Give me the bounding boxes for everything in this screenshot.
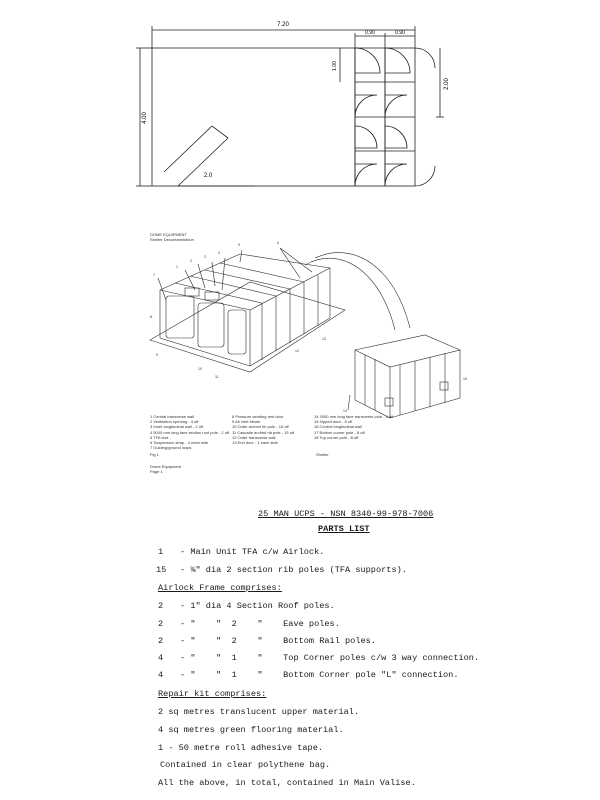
- svg-text:7: 7: [153, 273, 155, 277]
- repair-line: Contained in clear polythene bag.: [160, 760, 331, 770]
- airlock-qty: 2: [158, 636, 164, 646]
- iso-footer-line1: Dome Equipment: [150, 464, 181, 469]
- svg-text:12: 12: [295, 349, 299, 353]
- airlock-text: - 1" dia 4 Section Roof poles.: [180, 601, 335, 611]
- legend-item: 9 Air inlet blinds: [232, 419, 261, 425]
- iso-legend-col1: [150, 414, 229, 450]
- legend-item: 10 Outer arched rib pole - 15 off: [232, 424, 289, 430]
- svg-text:8: 8: [150, 315, 152, 319]
- svg-text:3: 3: [204, 255, 206, 259]
- dim-airlock-length: 2.00: [444, 78, 450, 90]
- legend-item: 5 TFA tent: [150, 434, 169, 440]
- parts-line-text: - ⅜" dia 2 section rib poles (TFA supports).: [180, 565, 407, 575]
- legend-item: 13 End door - 1 each side: [232, 440, 278, 446]
- svg-text:14: 14: [343, 409, 347, 413]
- dim-overall-width: 4.00: [142, 112, 148, 124]
- iso-right-label: Shelter: [316, 452, 329, 457]
- legend-item: 3 Inner longitudinal wall - 2 off: [150, 424, 204, 430]
- svg-text:10: 10: [198, 367, 202, 371]
- dim-module-width-b: 0.90: [395, 30, 405, 36]
- legend-item: 16 Central longitudinal wall: [314, 424, 362, 430]
- dim-module-depth: 1.00: [332, 61, 338, 71]
- legend-item: 6 Suspension strap - 4 each side: [150, 440, 209, 446]
- svg-text:6: 6: [277, 241, 279, 245]
- airlock-qty: 4: [158, 670, 164, 680]
- svg-text:13: 13: [322, 337, 326, 341]
- airlock-qty: 2: [158, 601, 164, 611]
- airlock-text: - " " 2 " Eave poles.: [180, 619, 340, 629]
- legend-item: 12 Outer transverse wall: [232, 434, 276, 440]
- airlock-qty: 2: [158, 619, 164, 629]
- svg-text:15: 15: [463, 377, 467, 381]
- repair-line: 1 - 50 metre roll adhesive tape.: [158, 743, 324, 753]
- svg-text:1: 1: [176, 265, 178, 269]
- svg-text:4: 4: [218, 251, 220, 255]
- repair-heading: Repair kit comprises:: [158, 689, 267, 699]
- closing-line: All the above, in total, contained in Main Valise.: [158, 778, 416, 788]
- parts-line-text: - Main Unit TFA c/w Airlock.: [180, 547, 325, 557]
- airlock-text: - " " 1 " Top Corner poles c/w 3 way connection.: [180, 653, 480, 663]
- parts-list-title: 25 MAN UCPS - NSN 8340-99-978-7006: [258, 509, 434, 519]
- airlock-text: - " " 1 " Bottom Corner pole "L" connection.: [180, 670, 459, 680]
- svg-text:9: 9: [156, 353, 158, 357]
- dim-module-width-a: 0.90: [365, 30, 375, 36]
- svg-text:2: 2: [190, 259, 192, 263]
- legend-item: 14 3000 mm long face transverse pole - 4 off: [314, 414, 394, 419]
- legend-item: 7 Guiding/ground loops: [150, 445, 192, 451]
- dim-overall-length: 7.20: [277, 22, 289, 28]
- iso-footer-line2: Page 1: [150, 469, 163, 474]
- repair-line: 2 sq metres translucent upper material.: [158, 707, 360, 717]
- repair-line: 4 sq metres green flooring material.: [158, 725, 344, 735]
- svg-text:5: 5: [238, 243, 240, 247]
- dim-diagonal: 2.0: [203, 173, 213, 179]
- parts-line-qty: 1: [158, 547, 164, 557]
- iso-legend-col2: [232, 414, 294, 445]
- legend-item: 1 Central transverse wall: [150, 414, 195, 419]
- airlock-qty: 4: [158, 653, 164, 663]
- iso-fig-label: Fig 1: [150, 452, 159, 457]
- legend-item: 8 Pressure sending tent door: [232, 414, 284, 419]
- legend-item: 15 Zipped door - 8 off: [314, 419, 353, 425]
- svg-text:11: 11: [215, 375, 219, 379]
- parts-list-subtitle: PARTS LIST: [318, 524, 370, 534]
- main-unit-base: [150, 282, 345, 372]
- airlock-heading: Airlock Frame comprises:: [158, 583, 282, 593]
- iso-legend-col3: [314, 414, 393, 440]
- legend-item: 2 Ventilation opening - 4 off: [150, 419, 199, 425]
- legend-item: 18 Top corner pole - 8 off: [314, 434, 359, 440]
- airlock-text: - " " 2 " Bottom Rail poles.: [180, 636, 376, 646]
- legend-item: 4 5000 mm long face section roof pole - 2 off: [150, 429, 230, 435]
- legend-item: 11 Cascade arched rib pole - 15 off: [232, 429, 295, 435]
- legend-item: 17 Bottom corner pole - 8 off: [314, 429, 365, 435]
- parts-line-qty: 15: [156, 565, 167, 575]
- iso-header-line2: Shelter Decontamination: [150, 237, 194, 242]
- iso-header-line1: DOME EQUIPMENT: [150, 232, 187, 237]
